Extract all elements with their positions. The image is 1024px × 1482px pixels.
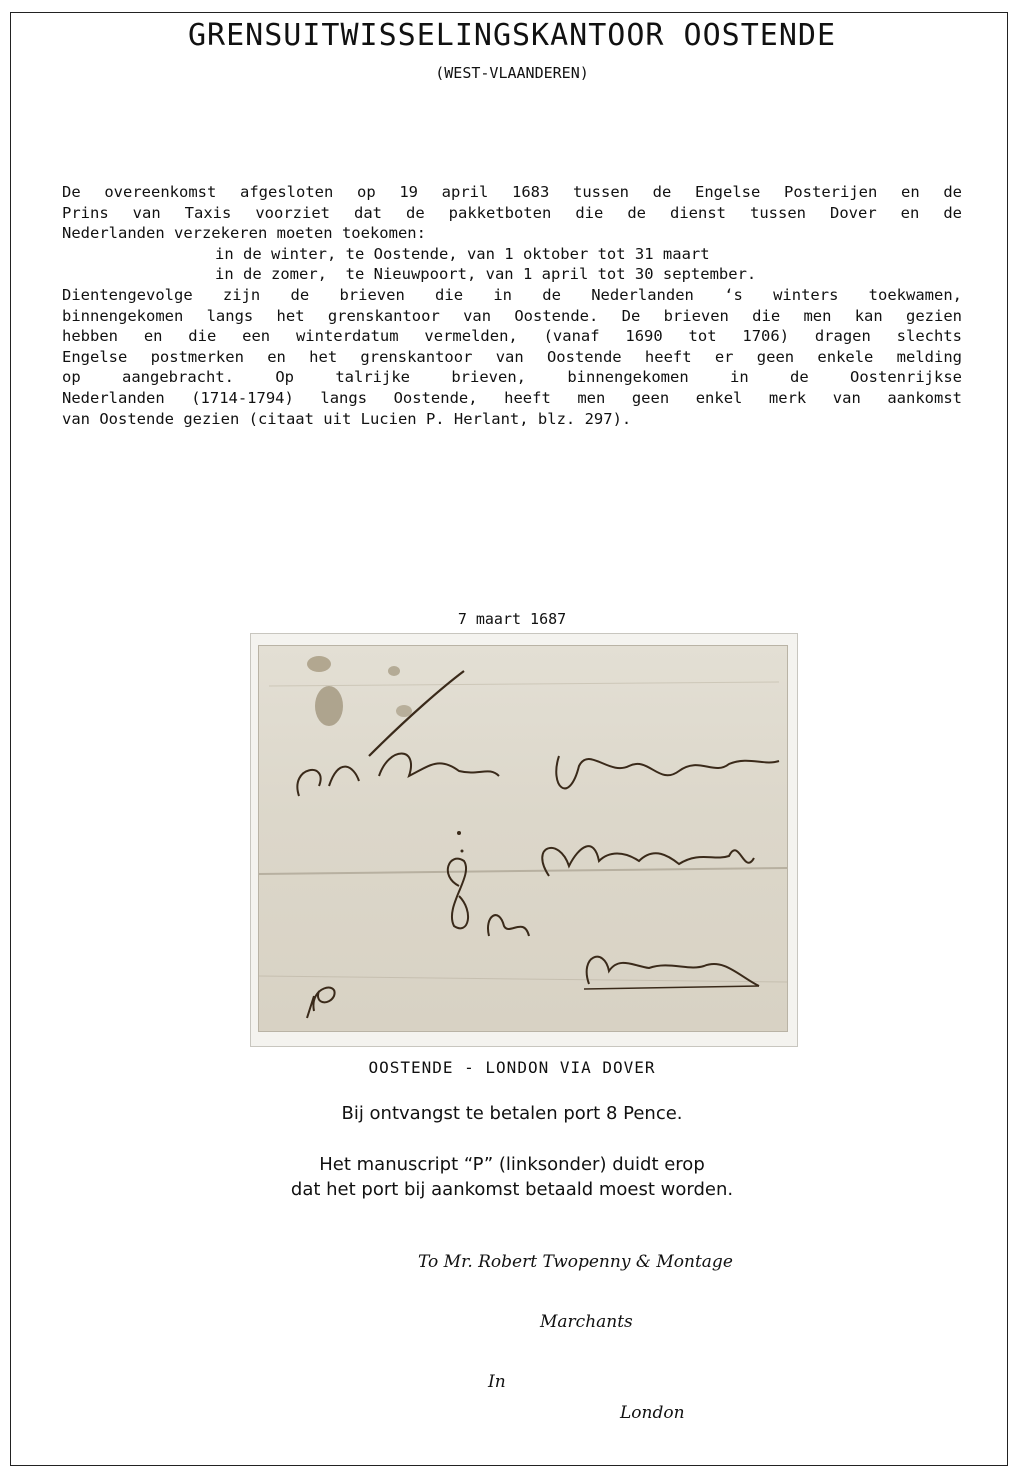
manuscript-note-line: dat het port bij aankomst betaald moest worden. bbox=[290, 1179, 734, 1200]
intro-line: in de winter, te Oostende, van 1 oktober tot 31 maart bbox=[215, 244, 710, 263]
intro-line: De overeenkomst afgesloten op 19 april 1683 tussen de Engelse Posterijen en de bbox=[62, 183, 962, 201]
payment-note: Bij ontvangst te betalen port 8 Pence. bbox=[341, 1103, 683, 1124]
transcription-line-3b: London bbox=[620, 1403, 685, 1423]
transcription-line-1: To Mr. Robert Twopenny & Montage bbox=[418, 1252, 733, 1272]
manuscript-note bbox=[0, 1152, 1024, 1202]
intro-line: Engelse postmerken en het grenskantoor van Oostende heeft er geen enkele melding bbox=[62, 347, 962, 366]
intro-line: in de zomer, te Nieuwpoort, van 1 april tot 30 september. bbox=[215, 265, 757, 284]
transcription-line-3a: In bbox=[488, 1372, 506, 1392]
page-title: GRENSUITWISSELINGSKANTOOR OOSTENDE bbox=[187, 18, 837, 53]
intro-line: Prins van Taxis voorziet dat de pakketboten die de dienst tussen Dover en de bbox=[62, 203, 962, 222]
intro-line: Nederlanden (1714-1794) langs Oostende, heeft men geen enkel merk van aankomst bbox=[62, 388, 962, 407]
page-subtitle: (WEST-VLAANDEREN) bbox=[435, 64, 589, 82]
transcription-line-2: Marchants bbox=[540, 1312, 633, 1332]
intro-line: hebben en die een winterdatum vermelden, (vanaf 1690 tot 1706) dragen slechts bbox=[62, 327, 962, 346]
manuscript-note-line: Het manuscript “P” (linksonder) duidt erop bbox=[319, 1154, 705, 1175]
route-caption: OOSTENDE - LONDON VIA DOVER bbox=[368, 1058, 656, 1077]
letter-date: 7 maart 1687 bbox=[457, 610, 567, 628]
intro-text bbox=[62, 182, 962, 429]
intro-line: Dientengevolge zijn de brieven die in de Nederlanden ‘s winters toekwamen, bbox=[62, 285, 962, 304]
intro-line: binnengekomen langs het grenskantoor van Oostende. De brieven die men kan gezien bbox=[62, 306, 962, 325]
letter-handwriting-graphic bbox=[259, 646, 787, 1031]
intro-line: op aangebracht. Op talrijke brieven, binnengekomen in de Oostenrijkse bbox=[62, 368, 962, 387]
letter-image bbox=[258, 645, 788, 1032]
intro-line: van Oostende gezien (citaat uit Lucien P. Herlant, blz. 297). bbox=[62, 409, 632, 428]
intro-line: Nederlanden verzekeren moeten toekomen: bbox=[62, 224, 426, 243]
